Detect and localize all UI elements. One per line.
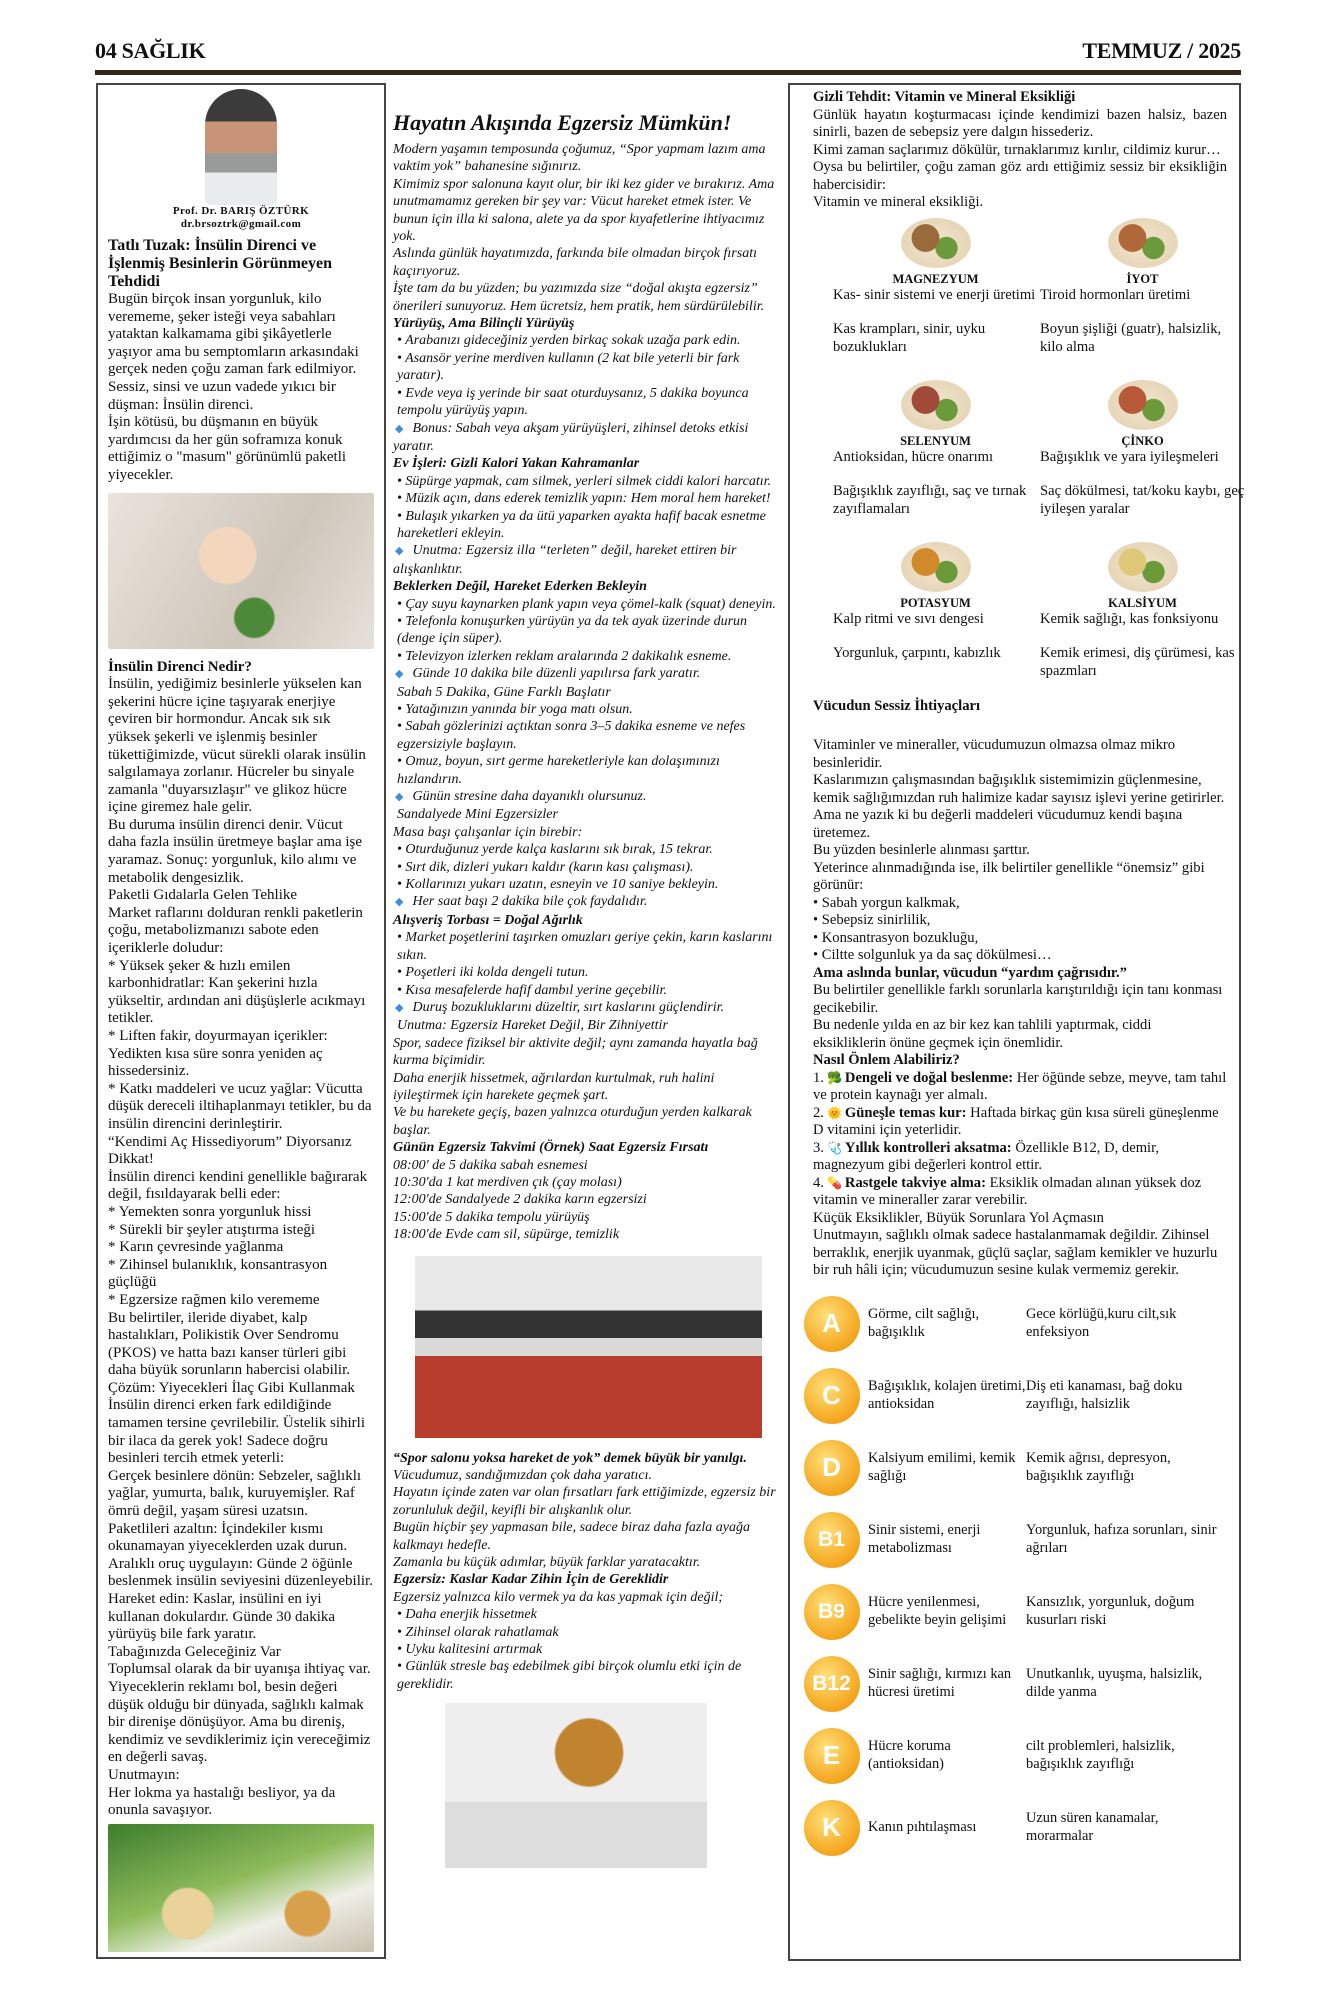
mineral-name: POTASYUM [900,595,971,610]
subheading: Yürüyüş, Ama Bilinçli Yürüyüş [393,316,575,332]
paragraph: * Zihinsel bulanıklık, konsantrasyon güçlüğü [108,1256,328,1291]
mineral-card [833,380,1038,542]
paragraph: Nasıl Önlem Alabiliriz? [813,1052,960,1068]
step-text: Her öğünde sebze, meyve, tam tahıl ve protein kaynağı yer almalı. [813,1069,1227,1103]
mineral-food-image [901,380,971,430]
paragraph: Spor, sadece fiziksel bir aktivite değil; aynı zamanda hayatla bağ kurma biçimidir. [393,1035,758,1069]
step-label: Rastgele takviye alma: [844,1174,986,1191]
paragraph: • Asansör yerine merdiven kullanın (2 kat bile yeterli bir fark yaratır). [397,350,740,384]
paragraph: ◆ Duruş bozukluklarını düzeltir, sırt kaslarını güçlendirir. [393,999,779,1017]
article-intro [108,291,374,485]
paragraph: Masa başı çalışanlar için birebir: [393,824,583,840]
mineral-role: Kemik sağlığı, kas fonksiyonu [1040,610,1219,627]
mineral-name: ÇİNKO [1121,433,1164,448]
article-body [108,659,374,1820]
paragraph: Gerçek besinlere dönün: Sebzeler, sağlıklı yağlar, yumurta, balık, kuruyemişler. Raf ömrü değil, yaşam süresi uzatsın. [108,1467,362,1520]
step-text: Haftada birkaç gün kısa süreli güneşlenme D vitamini için yeterlidir. [813,1104,1219,1138]
vitamin-role: Bağışıklık, kolajen üretimi, antioksidan [868,1378,1026,1412]
paragraph: • Arabanızı gideceğiniz yerden birkaç sokak uzağa park edin. [397,333,741,349]
step-number: 2. [813,1104,824,1121]
paragraph: • Ciltte solgunluk ya da saç dökülmesi… [813,947,1052,963]
paragraph: “Kendimi Aç Hissediyorum” Diyorsanız Dikkat! [108,1133,352,1168]
paragraph: ◆ Günün stresine daha dayanıklı olursunuz. [393,788,779,806]
paragraph: • Evde veya iş yerinde bir saat oturduysanız, 5 dakika boyunca tempolu yürüyüş yapın. [397,385,749,419]
paragraph: Oysa bu belirtiler, çoğu zaman göz ardı ettiğimiz sessiz bir eksikliğin habercisidir: [813,159,1227,193]
mineral-food-image [1108,218,1178,268]
article-exercise [393,110,779,1868]
article-vitamins [788,83,1245,1961]
article-intro [813,107,1227,212]
mineral-food-image [1108,542,1178,592]
paragraph: Ama ne yazık ki bu değerli maddeleri vücudumuz kendi başına üretemez. [813,807,1183,841]
vitamins-table [813,1288,1227,1864]
paragraph: • Market poşetlerini taşırken omuzları geriye çekin, karın kaslarını sıkın. [397,930,773,963]
paragraph: Bu yüzden besinlerle alınması şarttır. [813,842,1030,858]
closing-text [813,1210,1227,1280]
paragraph: • Telefonla konuşurken yürüyün ya da tek ayak üzerinde durun (denge için süper). [397,613,748,647]
author-name: Prof. Dr. BARIŞ ÖZTÜRK [172,205,310,217]
vitamin-deficiency: Yorgunluk, hafıza sorunları, sinir ağrıları [1026,1522,1217,1556]
paragraph: • Müzik açın, dans ederek temizlik yapın: Hem moral hem hareket! [397,491,771,507]
paragraph: Modern yaşamın temposunda çoğumuz, “Spor yapmam lazım ama vaktim yok” bahanesine sığınırız. [393,142,766,175]
paragraph: Bugün hiçbir şey yapmasan bile, sadece biraz daha fazla ayağa kalkmayı hedefle. [393,1520,750,1553]
vitamin-row [795,1792,1227,1864]
step-label: Yıllık kontrolleri aksatma: [844,1139,1012,1156]
vitamin-a-icon: A [804,1296,860,1352]
paragraph: “Spor salonu yoksa hareket de yok” demek büyük bir yanılgı. [393,1450,747,1466]
section-body [813,737,1227,1070]
herbs-image [108,1824,374,1952]
vitamin-e-icon: E [804,1728,860,1784]
paragraph: * Sürekli bir şeyler atıştırma isteği [108,1221,316,1238]
paragraph: • Yatağınızın yanında bir yoga matı olsun. [397,702,633,717]
prevention-step [813,1175,1227,1210]
paragraph: 12:00'de Sandalyede 2 dakika karın egzersizi [393,1192,647,1208]
vitamin-deficiency: cilt problemleri, halsizlik, bağışıklık zayıflığı [1026,1738,1175,1772]
mineral-deficiency: Bağışıklık zayıflığı, saç ve tırnak zayıflamaları [833,483,1027,517]
paragraph: 15:00'de 5 dakika tempolu yürüyüş [393,1209,590,1225]
paragraph: Unutma: Egzersiz Hareket Değil, Bir Zihniyettir [397,1018,668,1034]
mineral-role: Tiroid hormonları üretimi [1040,286,1191,303]
step-number: 3. [813,1139,824,1156]
paragraph: ◆ Unutma: Egzersiz illa “terleten” değil, hareket ettiren bir alışkanlıktır. [393,542,779,578]
pushup-dog-image [445,1703,707,1868]
prevention-step [813,1070,1227,1105]
vitamin-b12-icon: B12 [804,1656,860,1712]
vitamin-deficiency: Gece körlüğü,kuru cilt,sık enfeksiyon [1026,1306,1177,1340]
step-number: 1. [813,1069,824,1086]
stethoscope-icon: 🩺 [826,1140,842,1155]
paragraph: • Günlük stresle baş edebilmek gibi birçok olumlu etki için de gereklidir. [397,1659,742,1692]
vitamin-deficiency: Uzun süren kanamalar, morarmalar [1026,1810,1159,1844]
mineral-deficiency: Kemik erimesi, diş çürümesi, kas spazmları [1040,645,1235,679]
step-number: 4. [813,1174,824,1191]
paragraph: • Omuz, boyun, sırt germe hareketleriyle kan dolaşımınızı hızlandırın. [397,754,720,787]
paragraph: • Televizyon izlerken reklam aralarında 2 dakikalık esneme. [397,648,732,664]
vitamin-row [795,1504,1227,1576]
step-text: Eksiklik olmadan alınan yüksek doz vitamin ve mineraller zarar verebilir. [813,1174,1202,1208]
vitamin-role: Sinir sağlığı, kırmızı kan hücresi üretimi [868,1666,1012,1700]
mineral-role: Kalp ritmi ve sıvı dengesi [833,610,984,627]
paragraph: Sabah 5 Dakika, Güne Farklı Başlatır [397,684,611,700]
vitamin-b1-icon: B1 [804,1512,860,1568]
paragraph: Yeterince alınmadığında ise, ilk belirtiler genellikle “önemsiz” gibi görünür: [813,859,1205,893]
paragraph: 08:00' de 5 dakika sabah esnemesi [393,1157,588,1173]
paragraph: Bu duruma insülin direnci denir. Vücut daha fazla insülin üretmeye başlar ama işe yaramaz. Sonuç: yorgunluk, kilo alımı ve metabolik dengesizlik. [108,816,363,886]
paragraph: • Oturduğunuz yerde kalça kaslarını sık bırak, 15 tekrar. [397,842,713,858]
step-label: Güneşle temas kur: [844,1104,967,1121]
paragraph: • Sırt dik, dizleri yukarı kaldır (karın kası çalışması). [397,859,694,875]
paragraph: Vitaminler ve mineraller, vücudumuzun olmazsa olmaz mikro besinleridir. [813,737,1176,771]
paragraph: • Süpürge yapmak, cam silmek, yerleri silmek ciddi kalori harcatır. [397,473,772,489]
vitamin-row [795,1648,1227,1720]
vitamin-c-icon: C [804,1368,860,1424]
mineral-deficiency: Kas krampları, sinir, uyku bozuklukları [833,321,986,355]
paragraph: ◆ Günde 10 dakika bile düzenli yapılırsa fark yaratır. [393,665,779,683]
vitamin-row [795,1288,1227,1360]
section-title: Vücudun Sessiz İhtiyaçları [813,697,981,714]
mineral-deficiency: Yorgunluk, çarpıntı, kabızlık [833,645,1001,661]
broccoli-icon: 🥦 [826,1070,842,1085]
paragraph: Kimi zaman saçlarımız dökülür, tırnaklarımız kırılır, cildimiz kurur… [813,141,1221,158]
paragraph: * Karın çevresinde yağlanma [108,1239,284,1256]
section-title: 04 SAĞLIK [95,38,206,63]
paragraph: Daha enerjik hissetmek, ağrılardan kurtulmak, ruh halini iyileştirmek için harekete geçmek şart. [393,1070,715,1103]
vitamin-deficiency: Diş eti kanaması, bağ doku zayıflığı, halsizlik [1026,1378,1183,1412]
vitamin-role: Hücre yenilenmesi, gebelikte beyin gelişimi [868,1594,1007,1628]
paragraph: Vitamin ve mineral eksikliği. [813,194,984,210]
paragraph: Çözüm: Yiyecekleri İlaç Gibi Kullanmak [108,1379,355,1396]
mineral-food-image [901,542,971,592]
paragraph: İşte tam da bu yüzden; bu yazımızda size “doğal akışta egzersiz” önerileri sunuyoruz. Hem ücretsiz, hem pratik, hem sürdürülebilir. [393,281,765,314]
vitamin-b9-icon: B9 [804,1584,860,1640]
paragraph: Sandalyede Mini Egzersizler [397,807,558,823]
prevention-step [813,1140,1227,1175]
paragraph: Unutmayın: [108,1766,180,1783]
mineral-deficiency: Boyun şişliği (guatr), halsizlik, kilo alma [1040,321,1222,355]
paragraph: Bugün birçok insan yorgunluk, kilo verememe, şeker isteği veya sabahları yataktan kalkamama gibi şikâyetlerle yaşıyor ama bu semptomların arkasındaki gerçek neden çoğu zaman fark edilmiyor. Sessiz, sinsi ve uzun vadede yıkıcı bir düşman: İnsülin direnci. [108,291,359,413]
article-title: Gizli Tehdit: Vitamin ve Mineral Eksikliği [813,89,1076,105]
subheading: İnsülin Direnci Nedir? [108,658,252,675]
vitamin-row [795,1432,1227,1504]
paragraph: * Yemekten sonra yorgunluk hissi [108,1203,312,1220]
author-photo [205,89,277,205]
paragraph: Tabağınızda Geleceğiniz Var [108,1643,281,1660]
mineral-card [833,218,1038,380]
paragraph: Her lokma ya hastalığı besliyor, ya da onunla savaşıyor. [108,1784,336,1819]
mineral-role: Kas- sinir sistemi ve enerji üretimi [833,286,1036,303]
paragraph: Hareket edin: Kaslar, insülini en iyi kullanan dokulardır. Günde 30 dakika yürüyüş bile fark yaratır. [108,1591,336,1643]
mineral-deficiency: Saç dökülmesi, tat/koku kaybı, geç iyileşen yaralar [1040,483,1245,517]
mineral-name: KALSİYUM [1108,595,1177,610]
paragraph: İnsülin direnci kendini genellikle bağırarak değil, fısıldayarak belli eder: [108,1168,368,1203]
prevention-steps [813,1070,1227,1210]
issue-date: TEMMUZ / 2025 [1082,38,1241,63]
mineral-card [1040,218,1245,380]
paragraph: Unutmayın, sağlıklı olmak sadece hastalanmamak değildir. Zihinsel berraklık, enerjik uyanmak, güçlü saçlar, sağlam kemikler ve huzurlu bir ruh hâli için; vücudumuzun sesine kulak vermemiz gerekir. [813,1227,1218,1278]
paragraph: Ve bu harekete geçiş, bazen yalnızca oturduğun yerden kalkarak başlar. [393,1105,752,1138]
paragraph: • Bulaşık yıkarken ya da ütü yaparken ayakta hafif bacak esnetme hareketleri ekleyin. [397,508,766,541]
paragraph: 10:30'da 1 kat merdiven çık (çay molası) [393,1174,622,1190]
paragraph: Market raflarını dolduran renkli paketlerin çoğu, metabolizmanızı sabote eden içeriklerle doludur: [108,904,363,957]
sun-icon: 🌞 [826,1105,842,1120]
subheading: Ev İşleri: Gizli Kalori Yakan Kahramanlar [393,456,640,472]
mineral-card [1040,542,1245,704]
vitamin-deficiency: Kansızlık, yorgunluk, doğum kusurları riski [1026,1594,1195,1628]
header-divider [95,70,1241,75]
mineral-name: SELENYUM [900,433,971,448]
paragraph: • Uyku kalitesini artırmak [397,1642,543,1658]
paragraph: • Sabah gözlerinizi açtıktan sonra 3–5 dakika esneme ve nefes egzersiziyle başlayın. [397,719,746,752]
paragraph: Ama aslında bunlar, vücudun “yardım çağrısıdır.” [813,964,1127,981]
step-label: Dengeli ve doğal beslenme: [844,1069,1014,1086]
vitamin-role: Sinir sistemi, enerji metabolizması [868,1522,981,1556]
mineral-name: İYOT [1126,271,1159,286]
paragraph: • Zihinsel olarak rahatlamak [397,1624,559,1640]
paragraph: Bu belirtiler genellikle farklı sorunlarla karıştırıldığı için tanı konması gecikebilir. [813,982,1223,1016]
paragraph: * Liften fakir, doyurmayan içerikler: Yedikten kısa süre sonra yeniden aç hissedersiniz. [108,1028,328,1080]
subheading: Beklerken Değil, Hareket Ederken Bekleyin [393,579,647,595]
paragraph: Bu belirtiler, ileride diyabet, kalp hastalıkları, Polikistik Over Sendromu (PKOS) ve hatta bazı kanser türleri gibi daha büyük sorunların habercisi olabilir. [108,1309,351,1379]
paragraph: * Yüksek şeker & hızlı emilen karbonhidratlar: Kan şekerini hızla yükseltir, ardından ani düşüşlerle acıkmayı tetikler. [108,957,366,1027]
mineral-role: Bağışıklık ve yara iyileşmeleri [1040,448,1219,465]
woman-eating-salad-image [108,493,374,649]
paragraph: Bu nedenle yılda en az bir kez kan tahlili yaptırmak, ciddi eksikliklerin önüne geçmek için önemlidir. [813,1017,1152,1051]
prevention-step [813,1105,1227,1140]
paragraph: • Poşetleri iki kolda dengeli tutun. [397,965,589,981]
mineral-card [1040,380,1245,542]
vitamin-row [795,1360,1227,1432]
article-title: Tatlı Tuzak: İnsülin Direnci ve İşlenmiş Besinlerin Görünmeyen Tehdidi [108,237,333,290]
vitamin-deficiency: Kemik ağrısı, depresyon, bağışıklık zayıflığı [1026,1450,1171,1484]
mineral-role: Antioksidan, hücre onarımı [833,448,994,465]
paragraph: • Kollarınızı yukarı uzatın, esneyin ve 10 saniye bekleyin. [397,877,719,893]
subheading: Günün Egzersiz Takvimi (Örnek) Saat Egzersiz Fırsatı [393,1140,709,1156]
article-insulin [96,83,386,1959]
paragraph: Paketli Gıdalarla Gelen Tehlike [108,887,298,904]
paragraph: Kaslarımızın çalışmasından bağışıklık sistemimizin güçlenmesine, kemik sağlığımızdan ruh halimize kadar sayısız işlevi yerine getirirler. [813,772,1225,806]
vitamin-role: Kalsiyum emilimi, kemik sağlığı [868,1450,1016,1484]
paragraph: • Daha enerjik hissetmek [397,1607,537,1623]
paragraph: ◆ Bonus: Sabah veya akşam yürüyüşleri, zihinsel detoks etkisi yaratır. [393,420,779,456]
article-body-continued [393,1450,779,1694]
step-text: Özellikle B12, D, demir, magnezyum gibi değerleri kontrol ettir. [813,1139,1160,1173]
paragraph: Vücudumuz, sandığımızdan çok daha yaratıcı. [393,1468,652,1483]
vitamin-d-icon: D [804,1440,860,1496]
paragraph: • Sebepsiz sinirlilik, [813,912,931,928]
paragraph: Egzersiz yalnızca kilo vermek ya da kas yapmak için değil; [393,1589,724,1605]
business-race-image [415,1256,762,1438]
paragraph: ◆ Her saat başı 2 dakika bile çok faydalıdır. [393,893,779,911]
vitamin-row [795,1720,1227,1792]
article-body [393,141,779,1244]
paragraph: • Kısa mesafelerde hafif dambıl yerine geçebilir. [397,982,667,998]
subheading: Alışveriş Torbası = Doğal Ağırlık [393,912,583,928]
paragraph: İşin kötüsü, bu düşmanın en büyük yardımcısı da her gün soframıza konuk ettiğimiz o "masum" görünümlü paketli yiyecekler. [108,414,347,483]
pill-icon: 💊 [826,1175,842,1190]
paragraph: • Çay suyu kaynarken plank yapın veya çömel-kalk (squat) deneyin. [397,596,776,612]
vitamin-row [795,1576,1227,1648]
paragraph: • Sabah yorgun kalkmak, [813,894,960,911]
paragraph: Aslında günlük hayatımızda, farkında bile olmadan birçok fırsatı kaçırıyoruz. [393,246,757,279]
mineral-food-image [1108,380,1178,430]
paragraph: Küçük Eksiklikler, Büyük Sorunlara Yol Açmasın [813,1209,1104,1226]
paragraph: Günlük hayatın koşturmacası içinde kendimizi bazen halsiz, bazen sinirli, bazen de sebepsiz yere dalgın hissederiz. [813,106,1227,140]
paragraph: İnsülin direnci erken fark edildiğinde tamamen tersine çevrilebilir. Üstelik sihirli bir ilaca da gerek yok! Sadece doğru besinleri tercih etmek yeterli: [108,1397,366,1467]
vitamin-role: Görme, cilt sağlığı, bağışıklık [868,1306,980,1340]
paragraph: Kimimiz spor salonuna kayıt olur, bir iki kez gider ve bırakırız. Ama unutmamamız gereken bir şey var: Vücut hareket etmek ister. Ve bunun için illa ki salona, alete ya da spor kıyafetlerine ihtiyacımız yok. [393,176,775,245]
minerals-grid [833,218,1245,704]
paragraph: 18:00'de Evde cam sil, süpürge, temizlik [393,1227,620,1243]
paragraph: Aralıklı oruç uygulayın: Günde 2 öğünle beslenmek insülin seviyesini düzenleyebilir. [108,1555,373,1590]
vitamin-role: Hücre koruma (antioksidan) [868,1738,951,1772]
subheading: Egzersiz: Kaslar Kadar Zihin İçin de Gereklidir [393,1572,669,1588]
paragraph: Zamanla bu küçük adımlar, büyük farklar yaratacaktır. [393,1555,701,1571]
paragraph: * Katkı maddeleri ve ucuz yağlar: Vücutta düşük dereceli iltihaplanmayı tetikler, bu da insülin direncini derinleştirir. [108,1080,372,1132]
mineral-name: MAGNEZYUM [892,271,979,286]
paragraph: Paketlileri azaltın: İçindekiler kısmı okunamayan yiyeceklerden uzak durun. [108,1520,348,1555]
article-title: Hayatın Akışında Egzersiz Mümkün! [393,110,732,135]
author-email[interactable]: dr.brsoztrk@gmail.com [180,218,302,230]
mineral-food-image [901,218,971,268]
vitamin-deficiency: Unutkanlık, uyuşma, halsizlik, dilde yanma [1026,1666,1203,1700]
mineral-card [833,542,1038,704]
vitamin-role: Kanın pıhtılaşması [868,1818,977,1835]
paragraph: * Egzersize rağmen kilo verememe [108,1291,320,1308]
paragraph: İnsülin, yediğimiz besinlerle yükselen kan şekerini hücre içine taşıyarak enerjiye çeviren bir hormondur. Ancak sık sık yüksek şekerli ve işlenmiş besinler tükettiğimizde, vücut sürekli olarak insülin salgılamaya zorlanır. Hücreler bu sinyale zamanla "duyarsızlaşır" ve glikoz hücre içine giremez hale gelir. [108,676,366,816]
paragraph: • Konsantrasyon bozukluğu, [813,929,979,946]
paragraph: Hayatın içinde zaten var olan fırsatları fark ettiğimizde, egzersiz bir zorunluluk değil, keyifli bir alışkanlık olur. [393,1485,776,1518]
vitamin-k-icon: K [804,1800,860,1856]
paragraph: Toplumsal olarak da bir uyanışa ihtiyaç var. Yiyeceklerin reklamı bol, besin değeri düşük olduğu bir dünyada, sağlıklı kalmak bir direnişe dönüşüyor. Ama bu direniş, kendimiz ve sevdiklerimiz için vereceğimiz en değerli savaş. [108,1661,371,1766]
